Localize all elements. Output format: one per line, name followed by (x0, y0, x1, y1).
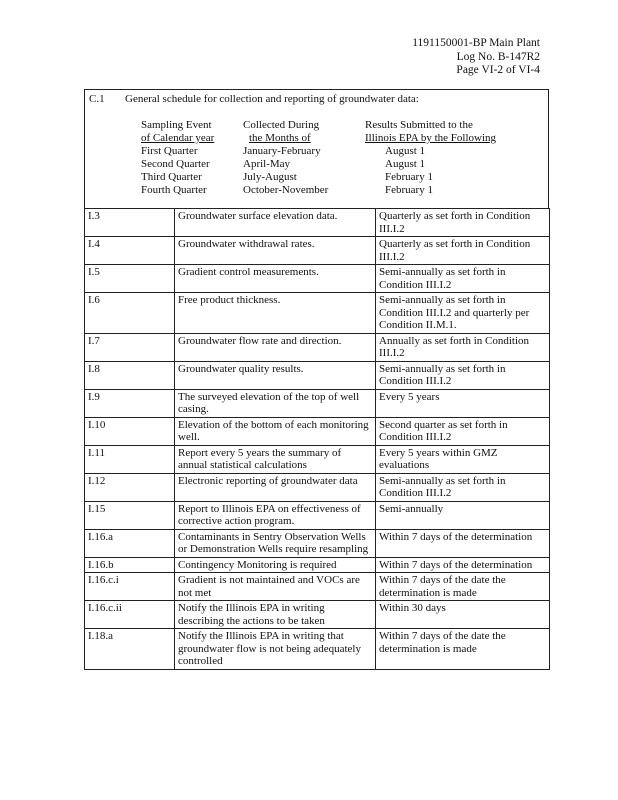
table-row (85, 445, 550, 473)
condition-id: I.16.c.ii (85, 601, 175, 629)
reporting-frequency: Second quarter as set forth in Condition III.I.2 (376, 417, 550, 445)
reporting-frequency: Quarterly as set forth in Condition III.I.2 (376, 209, 550, 237)
collection-months: October-November (243, 184, 329, 196)
requirement-description: Report every 5 years the summary of annual statistical calculations (175, 445, 376, 473)
table-row (85, 333, 550, 361)
schedule-row (141, 145, 505, 158)
condition-id: I.7 (85, 333, 175, 361)
table-row (85, 265, 550, 293)
requirement-description: Groundwater quality results. (175, 361, 376, 389)
submission-date: August 1 (385, 145, 426, 157)
reporting-requirements-table (84, 208, 550, 670)
table-row (85, 529, 550, 557)
table-row (85, 237, 550, 265)
collection-months: April-May (243, 158, 291, 170)
requirement-description: Gradient is not maintained and VOCs are not met (175, 573, 376, 601)
collection-months: July-August (243, 171, 297, 183)
page-header (412, 37, 540, 78)
col-header-collected-during-1: Collected During (243, 119, 320, 131)
reporting-frequency: Semi-annually (376, 501, 550, 529)
condition-id: I.16.c.i (85, 573, 175, 601)
condition-id: I.8 (85, 361, 175, 389)
condition-id: I.16.a (85, 529, 175, 557)
condition-id: I.10 (85, 417, 175, 445)
table-row (85, 601, 550, 629)
requirement-description: Gradient control measurements. (175, 265, 376, 293)
reporting-frequency: Within 30 days (376, 601, 550, 629)
submission-date: February 1 (385, 184, 433, 196)
schedule-section-id: C.1 (89, 93, 105, 105)
condition-id: I.5 (85, 265, 175, 293)
sampling-event: First Quarter (141, 145, 198, 157)
requirement-description: Notify the Illinois EPA in writing describing the actions to be taken (175, 601, 376, 629)
condition-id: I.3 (85, 209, 175, 237)
table-row (85, 501, 550, 529)
table-row (85, 293, 550, 334)
reporting-frequency: Within 7 days of the determination (376, 557, 550, 573)
header-page-number: Page VI-2 of VI-4 (456, 64, 540, 76)
requirement-description: Groundwater withdrawal rates. (175, 237, 376, 265)
reporting-frequency: Quarterly as set forth in Condition III.I.2 (376, 237, 550, 265)
table-row (85, 417, 550, 445)
header-permit-number: 1191150001-BP Main Plant (412, 37, 540, 49)
reporting-frequency: Semi-annually as set forth in Condition III.I.2 (376, 361, 550, 389)
reporting-frequency: Within 7 days of the date the determination is made (376, 629, 550, 670)
reporting-schedule-box (84, 89, 549, 670)
requirement-description: Electronic reporting of groundwater data (175, 473, 376, 501)
sampling-event: Third Quarter (141, 171, 202, 183)
table-row (85, 629, 550, 670)
reporting-frequency: Semi-annually as set forth in Condition III.I.2 (376, 473, 550, 501)
reporting-frequency: Within 7 days of the date the determination is made (376, 573, 550, 601)
condition-id: I.15 (85, 501, 175, 529)
collection-months: January-February (243, 145, 321, 157)
table-row (85, 557, 550, 573)
col-header-sampling-event-1: Sampling Event (141, 119, 212, 131)
requirement-description: Report to Illinois EPA on effectiveness of corrective action program. (175, 501, 376, 529)
condition-id: I.16.b (85, 557, 175, 573)
col-header-results-submitted-1: Results Submitted to the (365, 119, 473, 131)
schedule-row (141, 171, 505, 184)
requirement-description: The surveyed elevation of the top of well casing. (175, 389, 376, 417)
reporting-frequency: Every 5 years (376, 389, 550, 417)
col-header-results-submitted-2: Illinois EPA by the Following (365, 132, 497, 144)
col-header-sampling-event-2: of Calendar year (141, 132, 215, 144)
reporting-frequency: Annually as set forth in Condition III.I.2 (376, 333, 550, 361)
condition-id: I.12 (85, 473, 175, 501)
requirement-description: Notify the Illinois EPA in writing that groundwater flow is not being adequately controlled (175, 629, 376, 670)
submission-date: August 1 (385, 158, 426, 170)
sampling-schedule-table (141, 119, 505, 197)
sampling-event: Fourth Quarter (141, 184, 207, 196)
schedule-row (141, 158, 505, 171)
requirement-description: Elevation of the bottom of each monitoring well. (175, 417, 376, 445)
header-log-number: Log No. B-147R2 (456, 50, 540, 63)
requirement-description: Contingency Monitoring is required (175, 557, 376, 573)
table-row (85, 389, 550, 417)
requirement-description: Groundwater surface elevation data. (175, 209, 376, 237)
requirement-description: Contaminants in Sentry Observation Wells or Demonstration Wells require resampling (175, 529, 376, 557)
schedule-section-title: General schedule for collection and reporting of groundwater data: (125, 93, 419, 105)
sampling-event: Second Quarter (141, 158, 210, 170)
requirement-description: Free product thickness. (175, 293, 376, 334)
reporting-frequency: Within 7 days of the determination (376, 529, 550, 557)
table-row (85, 361, 550, 389)
col-header-collected-during-2: the Months of (249, 132, 311, 144)
table-row (85, 473, 550, 501)
condition-id: I.9 (85, 389, 175, 417)
schedule-row (141, 184, 505, 197)
condition-id: I.18.a (85, 629, 175, 670)
submission-date: February 1 (385, 171, 433, 183)
general-schedule-section (84, 89, 549, 208)
requirement-description: Groundwater flow rate and direction. (175, 333, 376, 361)
reporting-frequency: Every 5 years within GMZ evaluations (376, 445, 550, 473)
reporting-frequency: Semi-annually as set forth in Condition III.I.2 and quarterly per Condition II.M.1. (376, 293, 550, 334)
condition-id: I.4 (85, 237, 175, 265)
condition-id: I.6 (85, 293, 175, 334)
condition-id: I.11 (85, 445, 175, 473)
reporting-frequency: Semi-annually as set forth in Condition III.I.2 (376, 265, 550, 293)
table-row (85, 209, 550, 237)
table-row (85, 573, 550, 601)
